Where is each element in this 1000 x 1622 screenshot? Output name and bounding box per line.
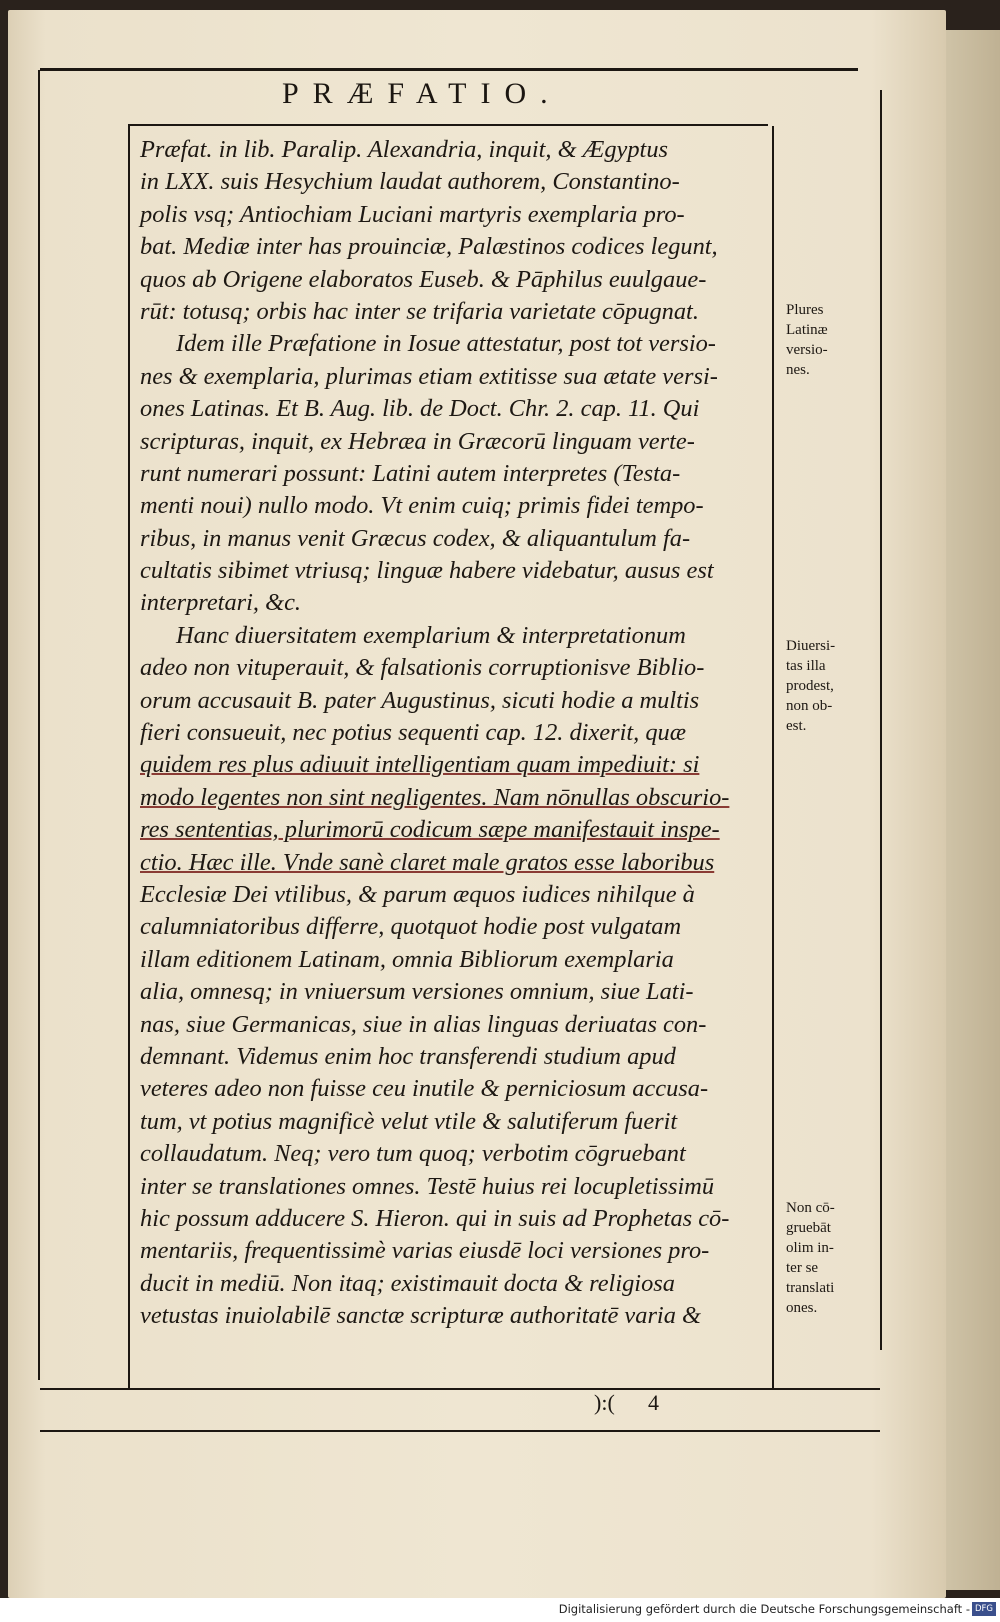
text-line: calumniatoribus differre, quotquot hodie post vulgatam: [140, 913, 682, 941]
margin-note-line: gruebāt: [786, 1220, 831, 1236]
text-line: adeo non vituperauit, & falsationis corruptionisve Biblio-: [140, 654, 705, 682]
text-line: quos ab Origene elaboratos Euseb. & Pāphilus euulgaue-: [140, 265, 707, 293]
margin-note-line: Latinæ: [786, 322, 828, 338]
text-line: quidem res plus adiuuit intelligentiam quam impediuit: si: [140, 751, 700, 779]
text-line: Idem ille Præfatione in Iosue attestatur, post tot versio-: [176, 330, 716, 358]
text-line: menti noui) nullo modo. Vt enim cuiq; primis fidei tempo-: [140, 492, 704, 520]
text-line: vetustas inuiolabilē sanctæ scripturæ authoritatē varia &: [140, 1302, 701, 1330]
inner-left-rule: [128, 126, 130, 1388]
text-line: runt numerari possunt: Latini autem interpretes (Testa-: [140, 459, 681, 487]
margin-note-line: non ob-: [786, 698, 833, 714]
text-line: Ecclesiæ Dei vtilibus, & parum æquos iudices nihilque à: [140, 880, 695, 908]
text-line: bat. Mediæ inter has prouinciæ, Palæstinos codices legunt,: [140, 233, 718, 261]
text-line: ducit in mediū. Non itaq; existimauit docta & religiosa: [140, 1269, 675, 1297]
text-line: nas, siue Germanicas, siue in alias linguas deriuatas con-: [140, 1010, 707, 1038]
margin-note-line: versio-: [786, 342, 828, 358]
body-text: [140, 134, 770, 1332]
text-line: mentariis, frequentissimè varias eiusdē loci versiones pro-: [140, 1237, 710, 1265]
margin-note-line: Non cō-: [786, 1200, 835, 1216]
text-line: rūt: totusq; orbis hac inter se trifaria varietate cōpugnat.: [140, 297, 699, 325]
footer-credit: Digitalisierung gefördert durch die Deutsche Forschungsgemeinschaft -: [558, 1602, 970, 1616]
margin-note-line: Diuersi-: [786, 638, 836, 654]
top-rule: [40, 68, 858, 71]
left-rule: [38, 70, 40, 1380]
text-line: illam editionem Latinam, omnia Bibliorum exemplaria: [140, 945, 674, 973]
margin-note-line: olim in-: [786, 1240, 834, 1256]
text-line: nes & exemplaria, plurimas etiam extitisse sua ætate versi-: [140, 362, 718, 390]
signature-mark: ):(: [594, 1390, 615, 1415]
margin-note-non-congruebant: [786, 1198, 876, 1318]
text-line: cultatis sibimet vtriusq; linguæ habere videbatur, ausus est: [140, 557, 714, 585]
margin-note-line: nes.: [786, 362, 810, 378]
text-line: in LXX. suis Hesychium laudat authorem, Constantino-: [140, 168, 680, 196]
bottom-rule-1: [40, 1388, 880, 1390]
signature-number: 4: [648, 1390, 659, 1415]
text-line: scripturas, inquit, ex Hebræa in Græcorū linguam verte-: [140, 427, 695, 455]
text-line: interpretari, &c.: [140, 589, 302, 617]
page-edge: [946, 30, 1000, 1590]
margin-note-diuersitas: [786, 636, 876, 736]
column-rule: [772, 126, 774, 1388]
text-line: fieri consueuit, nec potius sequenti cap. 12. dixerit, quæ: [140, 719, 686, 747]
text-line: res sententias, plurimorū codicum sæpe manifestauit inspe-: [140, 816, 720, 844]
margin-note-line: prodest,: [786, 678, 834, 694]
text-line: Præfat. in lib. Paralip. Alexandria, inquit, & Ægyptus: [140, 136, 669, 163]
text-line: veteres adeo non fuisse ceu inutile & perniciosum accusa-: [140, 1075, 709, 1103]
text-line: polis vsq; Antiochiam Luciani martyris exemplaria pro-: [140, 200, 685, 228]
text-line: ones Latinas. Et B. Aug. lib. de Doct. Chr. 2. cap. 11. Qui: [140, 395, 700, 423]
text-line: ctio. Hæc ille. Vnde sanè claret male gratos esse laboribus: [140, 848, 715, 876]
margin-note-line: tas illa: [786, 658, 826, 674]
margin-note-line: est.: [786, 718, 807, 734]
text-line: collaudatum. Neq; vero tum quoq; verbotim cōgruebant: [140, 1140, 686, 1168]
text-line: alia, omnesq; in vniuersum versiones omnium, siue Lati-: [140, 978, 694, 1006]
text-line: demnant. Videmus enim hoc transferendi studium apud: [140, 1042, 676, 1070]
text-line: orum accusauit B. pater Augustinus, sicuti hodie a multis: [140, 686, 700, 714]
running-head: PRÆFATIO.: [282, 77, 562, 110]
text-line: ribus, in manus venit Græcus codex, & aliquantulum fa-: [140, 524, 691, 552]
bottom-rule-2: [40, 1430, 880, 1432]
header-rule: [128, 124, 768, 126]
text-line: tum, vt potius magnificè velut vtile & salutiferum fuerit: [140, 1107, 678, 1135]
right-rule: [880, 90, 882, 1350]
dfg-logo-icon: DFG: [972, 1602, 996, 1616]
margin-note-line: ter se: [786, 1260, 819, 1276]
margin-note-line: translati: [786, 1280, 835, 1296]
margin-note-line: ones.: [786, 1300, 818, 1316]
margin-note-plures: [786, 300, 876, 380]
footer-bar: [0, 1598, 1000, 1622]
text-line: modo legentes non sint negligentes. Nam nōnullas obscurio-: [140, 783, 730, 811]
text-line: hic possum adducere S. Hieron. qui in suis ad Prophetas cō-: [140, 1204, 730, 1232]
text-line: inter se translationes omnes. Testē huius rei locupletissimū: [140, 1172, 715, 1200]
text-line: Hanc diuersitatem exemplarium & interpretationum: [176, 621, 686, 649]
margin-note-line: Plures: [786, 302, 824, 318]
